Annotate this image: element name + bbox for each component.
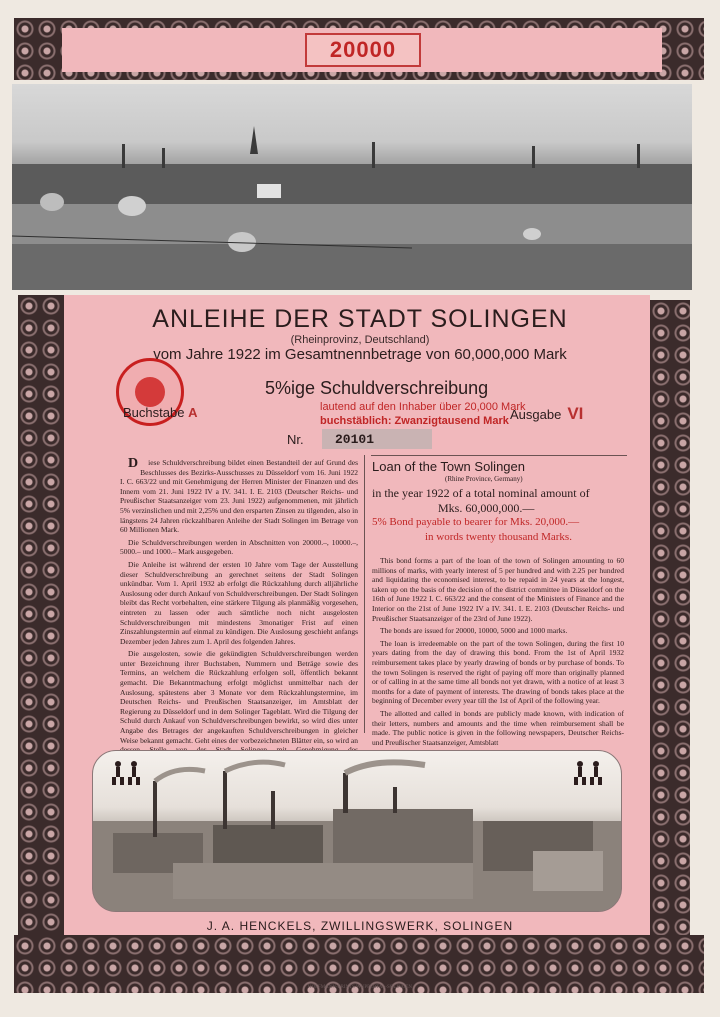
english-header-rule (371, 455, 627, 456)
zwilling-logo-icon (572, 760, 606, 786)
german-paragraph-1: D iese Schuldverschreibung bildet einen Bestandteil der auf Grund des Beschlusses des Bezirks-Ausschusses zu Düsseldorf vom 16. Juni 1922 I. C. 663/22 und mit Genehmigung der Herren Minister der Finanzen und des Innern vom 21. Juni 1922 IV a IV. 341. I. E. 2103 (Deutscher Reichs- und Preußischer Staatsanzeiger vom 23. Juni 1922) aufgenommenen, mit jährlich 5% verzinslichen und mit 2,25% und den ersparten Zinsen zu tilgenden, also in längstens 24 Jahren rückzahlbaren Anleihe der Stadt Solingen im Betrage von 60 Millionen Mark. (120, 456, 358, 535)
english-line-1: in the year 1922 of a total nominal amount of (372, 486, 590, 500)
english-line-4: in words twenty thousand Marks. (425, 531, 572, 543)
ausgabe (510, 404, 583, 424)
english-terms (372, 556, 624, 750)
city-skyline-image (12, 84, 692, 290)
factory-image (93, 751, 621, 911)
bond-title: ANLEIHE DER STADT SOLINGEN (152, 305, 568, 333)
eagle-emblem-icon (135, 377, 165, 407)
factory-illustration (92, 750, 622, 912)
column-divider (364, 455, 365, 733)
bearer-line: lautend auf den Inhaber über 20,000 Mark (320, 401, 526, 413)
printer-line: HOFFMANN-PRINTS WUPPERTAL-SOLINGEN (307, 985, 413, 990)
zwilling-logo-icon (110, 760, 144, 786)
bond-subtitle: (Rheinprovinz, Deutschland) (290, 334, 430, 346)
english-line-2: Mks. 60,000,000.— (438, 501, 535, 515)
german-paragraph-4: Die ausgelosten, sowie die gekündigten Schuldverschreibungen werden unter Bezeichnung ihrer Buchstaben, Nummern und Beträge sowie des Termins, an welchem die Rückzahlung erfolgen soll, öffentlich bekannt gemacht. Die Bekanntmachung erfolgt möglichst unmittelbar nach der Auslosung, spätestens aber 3 Monate vor dem Rückzahlungstermine, im Deutschen Reichs- und Preußischen Staatsanzeiger, im Amtsblatt der Regierung zu Düsseldorf und in dem Solinger Tageblatt. Wird die Tilgung der Schuld durch Ankauf von Schuldverschreibungen bewirkt, so wird dies unter Angabe des Betrages der angekauften Schuldverschreibungen in gleicher Weise bekannt gemacht. Geht eines der vorbezeichneten Blätter ein, so wird an (120, 649, 358, 745)
english-line-3: 5% Bond payable to bearer for Mks. 20,000.— (372, 516, 580, 528)
german-paragraph-2: Die Schuldverschreibungen werden in Abschnitten von 20000.–, 10000.–, 5000.– und 1000.– Mark ausgegeben. (120, 537, 358, 557)
twin-logo-right (572, 760, 606, 792)
buchstabe (123, 405, 197, 420)
buchstabe-value: A (188, 405, 198, 420)
german-paragraph-3: Die Anleihe ist während der ersten 10 Jahre vom Tage der Ausstellung dieser Schuldverschreibung an gerechnet seitens der Stadt Solingen unkündbar. Vom 1. April 1932 ab erfolgt die Rückzahlung durch alljährliche Auslosung oder durch Ankauf von Schuldverschreibungen. Der Stadt Solingen bleibt das Recht vorbehalten, eine stärkere Tilgung als planmäßig vorgesehen, eintreten zu lassen oder auch sämtliche noch nicht ausgelosten Schuldverschreibungen mit mindestens 3monatiger Frist auf einen Zinszahlungstermin auf einmal zu kündigen. Die Auslosung geschieht anfangs Dezember jeden Jahres zum 1. April des folgenden Jahres. (120, 559, 358, 646)
english-paragraph-1: This bond forms a part of the loan of the town of Solingen amounting to 60 millions of marks, with yearly interest of 5 per hundred and with 2.25 per hundred and liquidating the economised interest, to be repaid in 24 years at the longest, taken up on the basis of the decision of the district committee in Düsseldorf on the 16th of June 1922 I. C. 663/22 and the consent of the Ministers of Finance and the Interior on the 21st of June 1922 IV a IV. 341. I. E. 2103 (Deutscher Reichs- und Preußischer Staatsanzeiger of the 23rd of June 1922). (372, 556, 624, 623)
english-title: Loan of the Town Solingen (372, 459, 525, 474)
buchstabe-label: Buchstabe (123, 405, 185, 420)
left-border (18, 295, 64, 947)
serial-number: 20101 (335, 432, 375, 447)
bond-type: 5%ige Schuldverschreibung (265, 378, 489, 398)
twin-logo-left (110, 760, 144, 792)
english-paragraph-4: The allotted and called in bonds are publicly made known, with indication of their letters, numbers and amounts and the time when reimbursement shall be made. The public notice is given in the following newspapers, Deutscher Reichs- und Preußischer Staatsanzeiger, Amtsblatt (372, 708, 624, 747)
english-paragraph-3: The loan is irredeemable on the part of the town Solingen, during the first 10 years dating from the day of drawing this bond. From the 1st of April 1932 reimbursement takes place by yearly drawing of bonds or by purchase of bonds. To the town Solingen is reserved the right of paying off more than originally planned or of calling in at the same time all bonds not yet drawn, with a notice of at least 3 months for a date of payment of interests. The drawing of bonds takes place at the beginning of December every year till the 1st of April of the following year. (372, 638, 624, 706)
denomination-box (305, 33, 421, 67)
ausgabe-value: VI (567, 404, 584, 423)
denomination: 20000 (329, 37, 397, 62)
right-border (650, 300, 690, 947)
issue-line: vom Jahre 1922 im Gesamtnennbetrage von 60,000,000 Mark (153, 346, 567, 363)
german-terms (120, 458, 358, 767)
amount-in-words: buchstäblich: Zwanzigtausend Mark (320, 415, 509, 427)
ausgabe-label: Ausgabe (510, 407, 562, 422)
city-photograph (12, 84, 692, 290)
english-subtitle: (Rhine Province, Germany) (445, 475, 523, 483)
nr-label: Nr. (287, 432, 304, 447)
footer-caption: J. A. HENCKELS, ZWILLINGSWERK, SOLINGEN (206, 919, 514, 933)
english-paragraph-2: The bonds are issued for 20000, 10000, 5000 and 1000 marks. (380, 626, 568, 636)
